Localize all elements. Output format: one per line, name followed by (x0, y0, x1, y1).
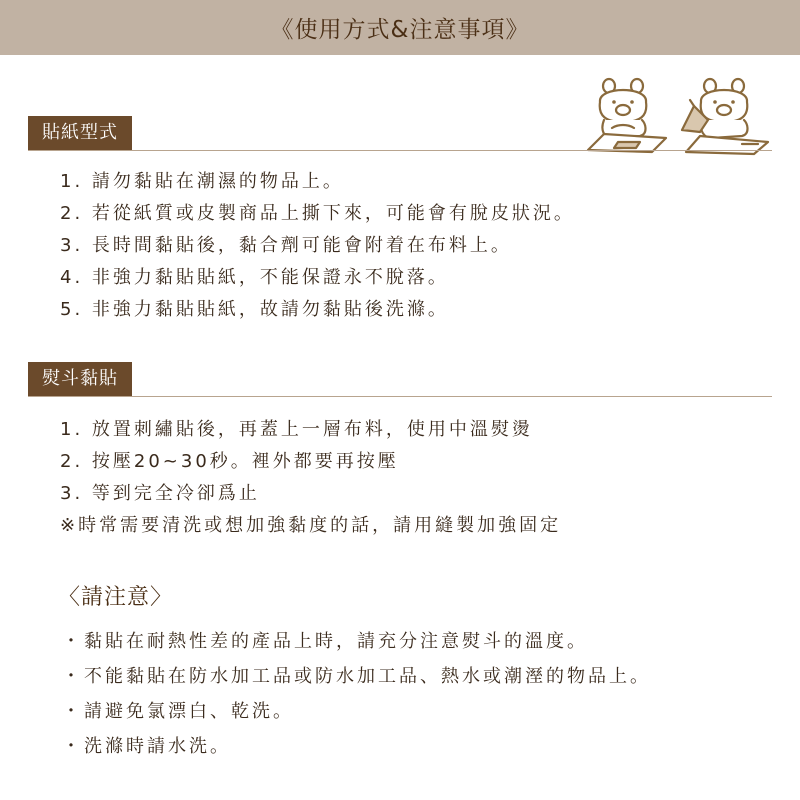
list-item: 5. 非強力黏貼貼紙，故請勿黏貼後洗滌。 (60, 299, 449, 320)
section-tag-iron-on: 熨斗黏貼 (28, 362, 132, 396)
section-tag-sticker: 貼紙型式 (28, 116, 132, 150)
notice-text: 洗滌時請水洗。 (84, 736, 231, 757)
bear-sticker-illustration (588, 79, 666, 152)
notice-list (62, 624, 651, 764)
page-header (0, 0, 800, 55)
bullet-icon: ・ (62, 701, 83, 722)
list-item: 2. 按壓20~30秒。裡外都要再按壓 (60, 451, 399, 472)
section-divider (28, 396, 772, 397)
bullet-icon: ・ (62, 736, 83, 757)
sticker-instruction-list (60, 166, 575, 326)
bear-ironing-illustration (682, 79, 768, 154)
list-item (62, 659, 651, 694)
list-item: ※時常需要清洗或想加強黏度的話，請用縫製加強固定 (60, 515, 562, 536)
page-title: 《使用方式&注意事項》 (270, 17, 530, 43)
notice-text: 不能黏貼在防水加工品或防水加工品、熱水或潮溼的物品上。 (84, 666, 651, 687)
bullet-icon: ・ (62, 631, 83, 652)
section-divider (28, 150, 772, 151)
bullet-icon: ・ (62, 666, 83, 687)
notice-text: 請避免氯漂白、乾洗。 (84, 701, 294, 722)
iron-on-instruction-list (60, 414, 561, 542)
list-item: 3. 等到完全冷卻爲止 (60, 483, 260, 504)
list-item (62, 694, 651, 729)
notice-heading: 〈請注意〉 (58, 585, 174, 610)
list-item: 1. 請勿黏貼在潮濕的物品上。 (60, 171, 344, 192)
list-item (62, 624, 651, 659)
list-item: 1. 放置刺繡貼後，再蓋上一層布料，使用中溫熨燙 (60, 419, 533, 440)
list-item (62, 729, 651, 764)
mascot-illustration (582, 72, 772, 162)
list-item: 4. 非強力黏貼貼紙，不能保證永不脫落。 (60, 267, 449, 288)
list-item: 3. 長時間黏貼後，黏合劑可能會附着在布料上。 (60, 235, 512, 256)
list-item: 2. 若從紙質或皮製商品上撕下來，可能會有脫皮狀況。 (60, 203, 575, 224)
notice-text: 黏貼在耐熱性差的產品上時，請充分注意熨斗的溫度。 (84, 631, 588, 652)
